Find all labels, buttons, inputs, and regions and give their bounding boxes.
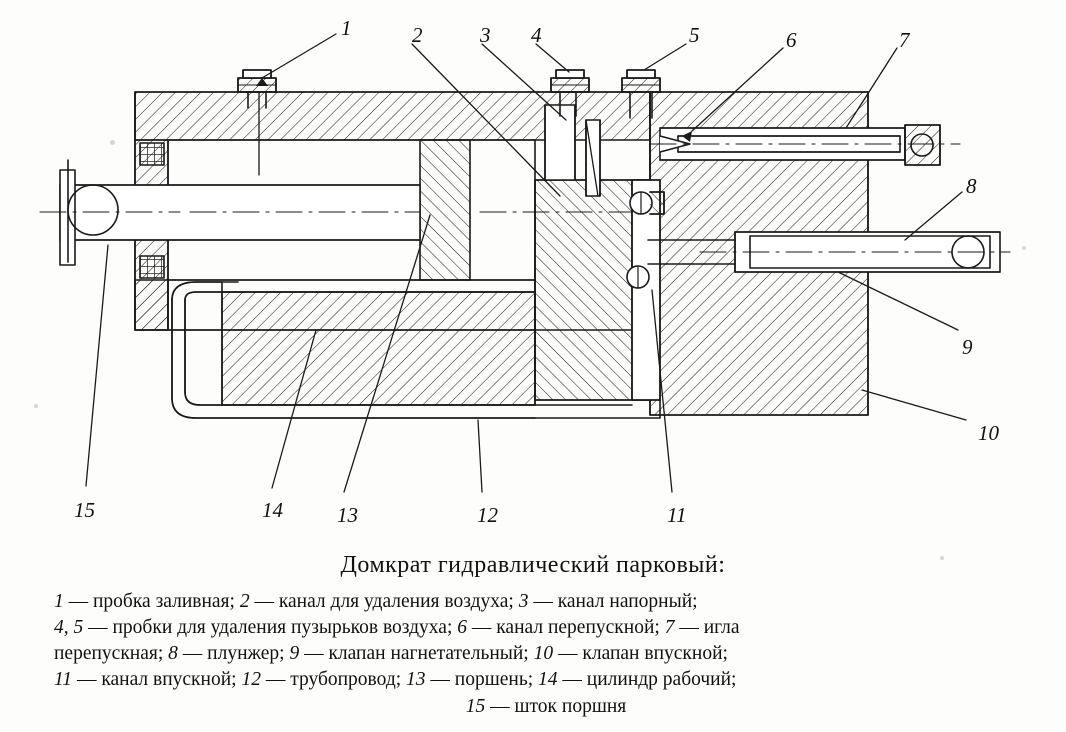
legend-item-text: перепускная; — [54, 643, 169, 665]
legend-item-number: 14 — [538, 669, 558, 691]
callout-12: 12 — [477, 503, 498, 527]
callout-10: 10 — [978, 421, 999, 445]
callout-7: 7 — [899, 28, 910, 52]
figure-title: Домкрат гидравлический парковый: — [340, 552, 726, 578]
paper-speck — [110, 140, 115, 145]
legend-item-number: 7 — [664, 617, 675, 639]
legend-item-number: 15 — [465, 695, 486, 717]
callout-15: 15 — [74, 498, 95, 522]
callout-6: 6 — [786, 28, 797, 52]
callout-9: 9 — [962, 335, 973, 359]
legend-item-number: 5 — [73, 617, 84, 639]
legend-item-number: 2 — [239, 591, 250, 612]
legend-line — [54, 667, 1038, 693]
legend-item-number: 13 — [406, 669, 426, 691]
legend-item-text: — цилиндр рабочий; — [557, 669, 737, 691]
legend-item-text: — канал впускной; — [72, 669, 242, 691]
legend-item-number: 8 — [168, 643, 178, 665]
legend-item-text: — пробки для удаления пузырьков воздуха; — [83, 617, 458, 639]
legend-line — [54, 589, 1038, 615]
callout-11: 11 — [667, 503, 687, 527]
legend-line — [54, 641, 1038, 667]
legend-item-number: 12 — [241, 669, 261, 691]
legend-item-text: — клапан нагнетательный; — [299, 643, 534, 665]
legend-line — [54, 694, 1038, 720]
legend-item-text: — канал перепускной; — [467, 617, 665, 639]
legend-item-text: — трубопровод; — [260, 669, 407, 691]
callout-8: 8 — [966, 174, 977, 198]
legend-item-number: 10 — [533, 643, 554, 665]
legend-item-number: 4 — [54, 617, 64, 639]
legend-item-text: — пробка заливная; — [63, 591, 240, 612]
paper-speck — [940, 556, 944, 560]
legend-item-text: — игла — [674, 617, 740, 639]
callout-14: 14 — [262, 498, 283, 522]
legend-item-text: — клапан впускной; — [553, 643, 728, 665]
callout-3: 3 — [480, 23, 491, 47]
figure-legend — [28, 589, 1038, 720]
callout-2: 2 — [412, 23, 423, 47]
legend-item-number: 1 — [54, 591, 64, 612]
legend-item-text: — плунжер; — [177, 643, 290, 665]
legend-item-number: 9 — [289, 643, 300, 665]
legend-item-text: — шток поршня — [485, 695, 627, 717]
legend-item-number: 11 — [54, 669, 73, 691]
legend-item-number: 6 — [457, 617, 467, 639]
figure-caption-block — [0, 552, 1066, 720]
legend-item-text: — поршень; — [425, 669, 539, 691]
paper-speck — [34, 404, 38, 408]
legend-item-number: 3 — [518, 591, 529, 612]
callout-13: 13 — [337, 503, 358, 527]
legend-item-text: — канал напорный; — [528, 591, 698, 612]
callout-5: 5 — [689, 23, 700, 47]
callout-4: 4 — [531, 23, 542, 47]
legend-item-text: , — [63, 617, 74, 639]
legend-line — [54, 615, 1038, 641]
callout-1: 1 — [341, 16, 352, 40]
legend-item-text: — канал для удаления воздуха; — [249, 591, 519, 612]
paper-speck — [1022, 246, 1026, 250]
